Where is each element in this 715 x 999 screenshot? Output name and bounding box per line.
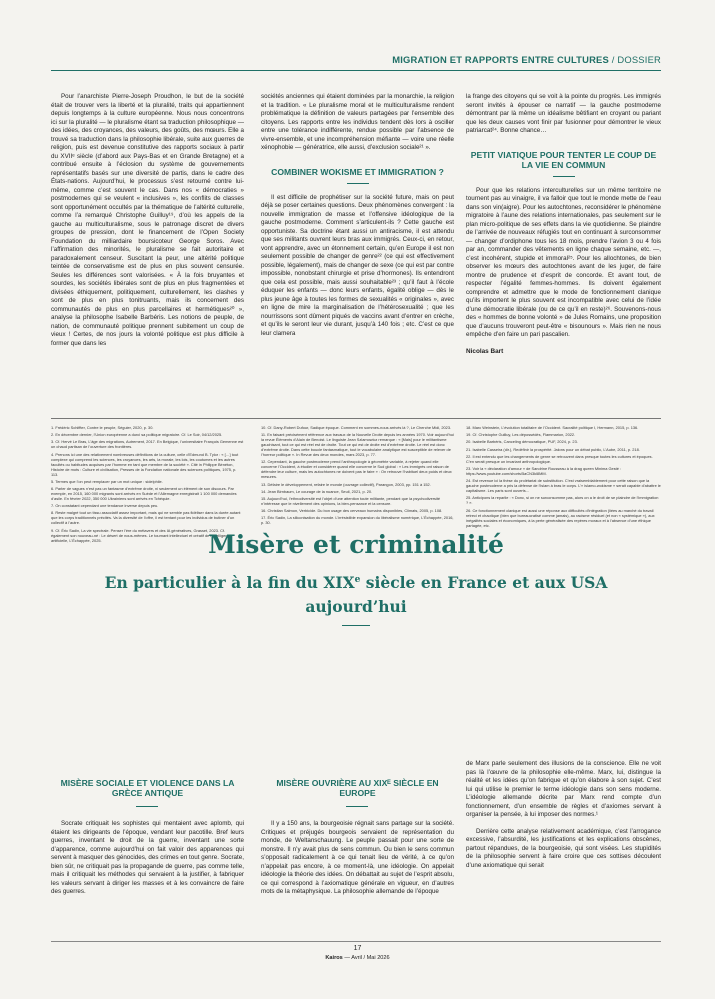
header-section: MIGRATION ET RAPPORTS ENTRE CULTURES <box>392 54 609 65</box>
footnote: 4. Prenons ici une des relativement nombreuses définitions de la culture, celle d’Edmund B. Tylor : « […] tout complexe qui comprend les sciences, les croyances, les arts, la morale, les lois, les coutumes et les autres facultés ou habitudes acquises par l’homme en tant que membre de la société ». Cité in Philippe Bénéton, Histoire de mots : Culture et civilisation, Presses de la Fondation nationale des sciences politiques, 1975, p. 113. <box>51 451 239 477</box>
footnote: 25. Anticipons la reparlie : « Donc, si on ne surconsomme pas, alors on a le droit de se plaindre de l’immigration ? ». <box>466 495 659 506</box>
article1-column-2 <box>261 93 454 338</box>
article2-subtitle <box>100 568 612 619</box>
footnote: 5. Termes que l’on peut remplacer par un mot unique : sidelphile. <box>51 478 163 484</box>
footnote: 12. Cependant, la gauche postmoderne prend l’anthropologie à géométrie variable, à rejeter quand elle concerne l’Occident, à étudier et considérer quand elle concerne le Sud global : « Les immigrés ont raison de défendre leur culture, mais les autochtones ne doivent pas le faire » : On retrouve l’habituel deux poids et deux mesures. <box>261 459 452 480</box>
footnote: 24. Est revenue ici la thèse du prolétariat de substitution. C’est vraisemblablement pour cette raison que la gauche postmoderne a pris la défense de l’islam à bras le corps. L’« islamo-wokisme » serait capable d’abattre le capitalisme. Les paris sont ouverts… <box>466 478 661 494</box>
footnote: 17. Éric Sadin, La siliconisation du monde. L’irrésistible expansion du libéralisme numérique, L’Échappée, 2016, p. 30. <box>261 515 454 526</box>
footnote: 1. Frédéric Schiffter, Contre le peuple, Séguier, 2020, p. 30. <box>51 425 154 430</box>
section-divider <box>346 806 368 807</box>
section-divider <box>553 176 575 177</box>
footnote: 22. Il est entendu que les changements de genre se retrouvent dans presque toutes les cultures et époques. C’en serait presque un invariant anthropologique. <box>466 453 653 464</box>
footnote: 10. Cf. Dany-Robert Dufour, Sadique époque. Comment en sommes-nous arrivés là ?, Le Cherche Midi, 2023. <box>261 425 452 430</box>
footnote: 26. Ce fonctionnement clanique est aussi une réponse aux difficultés d’intégration (liées au marché du travail retreci et chaotique (bien que bureaucratisé comme jamais), au racisme résiduel (et non « systémique »), aux inégalités sociales et économiques, à la perte généralisée des repères moraux et à l’absence d’une éthique partagée, etc. <box>466 507 655 528</box>
article1-paragraph: Pour que les relations interculturelles sur un même territoire ne tournent pas au vinaigre, il va falloir que tout le monde mette de l’eau dans son vin(aigre). Pour les autochtones, reconsidérer le phénomène migratoire à l’aune des relations internationales, pas seulement sur le plan micro-politique de ses effets dans la vie quotidienne. Se plaindre de l’arrivée de nouveaux réfugiés tout en continuant à surconsommer — changer d’ordiphone tous les 18 mois, prendre l’avion 3 ou 4 fois par an, commander des vêtements en ligne chaque semaine, etc. —, c’est incohérent, stupide et immoral²⁵. Pour les allochtones, de bien observer les mœurs des autochtones avant de les juger, de faire montre de prudence et d’esprit de concorde. Et avant tout, de respecter l’égalité femmes-hommes. Ils doivent également comprendre et admettre que le mode de fonctionnement clanique qu’ils importent le plus souvent est incompatible avec celui de l’idée d’une démocratie libérale (ou de ce qu’il en reste)²⁶. Souvenons-nous des « hommes de bonne volonté » de Jules Romains, une proposition que d’aucuns trouveront peut-être « bisounours ». Mais rien ne nous empêche d’en faire un pari pascalien. <box>466 186 661 338</box>
footnote: 16. Christian Salmon, Verbicide. Du bon usage des cerveaux humains disponibles, Climats, 2005, p. 108. <box>261 508 443 514</box>
article2-title: Misère et criminalité <box>208 530 504 559</box>
footnote: 21. Isabelle Casseira (dir.), Redéfinir la prospérité. Jalons pour un débat public, L’Aube, 2011, p. 218. <box>466 446 640 452</box>
article1-paragraph: sociétés anciennes qui étaient dominées par la monarchie, la religion et la tradition. « Le pluralisme moral et le multiculturalisme rendent problématique la définition de valeurs partagées par l’ensemble des citoyens. Les rapports entre les individus tendent dès lors à osciller entre une tolérance indifférente, rendue possible par l’absence de vivre-ensemble, et une incompréhension méfiante — voire une réelle xénophobie — génératrice, elle aussi, d’exclusion sociale²¹ ». <box>261 93 454 151</box>
page-number: 17 <box>353 945 362 952</box>
subtitle-part: En particulier à la fin du XIX <box>104 573 355 593</box>
footnote: 11. En faisant précisément référence aux travaux de la Nouvelle Droite depuis les années 1970. Voir aujourd’hui la revue Éléments d’Alain de Benoist. Le linguiste Jean Szlamowicz remarque : « [Mais] pour le militantisme gauchisant, tout ce qui est réel est de droite. Tout ce qui est de droite est d’extrême droite. Le réel est donc d’extrême droite. Dans cette boucle fantasmatique, tout le vocabulaire analytique est susceptible de relever de l’horreur politique ». In Revue des deux mondes, mars 2023, p. 77. <box>261 432 454 458</box>
header-rule <box>51 70 661 71</box>
author-signature: Nicolas Bart <box>466 347 504 355</box>
footnote: 7. On constatant cependant une tendance inverse depuis peu. <box>51 503 159 509</box>
section-title-viatique: PETIT VIATIQUE POUR TENTER LE COUP DE LA VIE EN COMMUN <box>470 149 657 170</box>
footnotes-rule <box>51 418 661 419</box>
section-title-grece: MISÈRE SOCIALE ET VIOLENCE DANS LA GRÈCE ANTIQUE <box>60 778 235 798</box>
article1-column-3 <box>466 93 661 356</box>
footnotes-column-1 <box>51 425 244 545</box>
article1-column-1 <box>51 93 244 348</box>
section-title-wokisme: COMBINER WOKISME ET IMMIGRATION ? <box>271 166 444 177</box>
header-separator: / <box>611 54 615 65</box>
footnote: 6. Parler de vagues n’est pas un fantasme d’extrême droite, ni seulement un élément de son discours. Par exemple, en 2015, 160 000 migrants sont arrivés en Suède et l’Allemagne enregistrait 1 100 000 demandes d’asile. En février 2022, 350 000 Ukrainiens sont arrivés en Tchéquie. <box>51 485 237 501</box>
footnote: 20. Isabelle Barbéris, Canceling démocratique, PUF, 2024, p. 23. <box>466 439 578 445</box>
footnote: 15. Aujourd’hui, l’ethnodiversité est l’objet d’une attention toute militante, pendant que la psychodiversité n’intéresse que le nivellement des opinions, la bien-pensance et la censure. <box>261 495 441 506</box>
footnote: 14. Jean Birnbaum, Le courage de la nuance, Seuil, 2021, p. 20. <box>261 488 373 494</box>
footer-rule <box>51 941 661 942</box>
footnote: 13. Défaire le développement, refaire le monde (ouvrage collectif), Parangon, 2003, pp. 151 à 152. <box>261 481 431 487</box>
subtitle-superscript: e <box>354 575 361 585</box>
section-title-misere-ouvriere: MISÈRE OUVRIÈRE AU XIXᴱ SIÈCLE EN EUROPE <box>276 778 439 798</box>
title-divider <box>342 625 370 626</box>
footnote: 3. Cf. Hervé Le Bras, L’âge des migrations, Autrement, 2017. En Belgique, l’universitaire François Gemenne est un chaud partisan de l’ouverture des frontières. <box>51 439 244 450</box>
header-kind: DOSSIER <box>617 54 661 65</box>
article2-paragraph: de Marx parle seulement des illusions de la conscience. Elle ne voit pas là l’œuvre de la philosophie elle-même. Marx, lui, distingue la réalité et les idées qu’on fabrique et qu’on élabore à son sujet. C’est lui qui utilise le premier le terme idéologie dans son sens moderne. L’idéologie allemande décrite par Marx rend compte d’un fonctionnement, d’un ensemble de règles et d’axiomes servant à organiser la pensée, à lui imposer des normes.¹ <box>466 760 661 818</box>
article1-paragraph: Pour l’anarchiste Pierre-Joseph Proudhon, le but de la société était de trouver vers la liberté et la pluralité, traits qui appartiennent depuis longtemps à la culture européenne. Nous nous concentrons ici sur la pluralité — le pluralisme étant sa traduction philosophique — des idées, des croyances, des valeurs, des goûts, des mœurs. Elle a trouvé sa traduction dans la philosophie libérale, suite aux guerres de religion, puis est devenue constitutive des rapports sociaux à partir du XVIIᵉ siècle (d’abord aux Pays-Bas et en Grande Bretagne) et a contribué ensuite à l’éclosion du système de gouvernements représentatifs basés sur une diversité de partis, dans le cadre des États-nations. Aujourd’hui, le processus s’est retourné contre lui-même, comme c’est souvent le cas. Dans nos « démocraties » postmodernes qui se veulent « inclusives », les conflits de classes sont opportunément occultés par la thématique de l’altérité culturelle, comme l’a remarqué Christophe Guilluy¹⁹, d’où les appels de la gauche au multiculturalisme, sous le patronage discret de divers groupes de pression, dont le financement de l’Open Society Foundation du milliardaire boursicoteur George Soros. Avec l’affirmation des minorités, le pluralisme se fait autoritaire et paradoxalement censeur. Suscitant la peur, une altérité politique teintée de conservatisme est de plus en plus souvent censurée. Seules les différences sont valorisées. « À la fois bruyantes et sourdes, les sociétés libérales sont de plus en plus fragmentées et divisées éthiquement, politiquement, culturellement, les clashes y sont de plus en plus tonitruants, mais ils concernent des communautés de plus en plus parcellaires et hermétiques²⁰ », analyse la philosophe Isabelle Barbéris. Les notions de peuple, de nation, de communauté politique prennent subitement un coup de vieux ! Certes, de nos jours la volonté politique est plus difficile à former que dans les <box>51 93 244 347</box>
page-source: Kairos — Avril / Mai 2026 <box>325 955 390 961</box>
footnotes-column-2 <box>261 425 454 528</box>
footnote: 19. Cf. Christophe Guilluy, Les dépossédés, Flammarion, 2022. <box>466 432 576 438</box>
footnote: 9. Cf. Éric Sadin, La vie spectrale. Penser l’ère du métavers et des IA génératives, Grasset, 2023. Cf. également son nouveau-né : Le désert de nous-mêmes. Le tournant intellectuel et créatif de l’intelligence artificielle, L’Échappée, 2025. <box>51 527 232 543</box>
footnote: 18. Marc Weinstein, L’évolution totalitaire de l’Occident. Sacralité politique I, Hermann, 2015, p. 136. <box>466 425 639 430</box>
article1-paragraph: Il est difficile de prophétiser sur la société future, mais on peut déjà se poser certaines questions. Deux phénomènes convergent : la nouvelle immigration de masse et l’offensive idéologique de la gauche postmoderne. Comment s’articulent-ils ? Cette gauche est opportuniste. Sa doctrine étant aussi un antiracisme, il est attendu que ses militants ouvrent leurs bras aux immigrés. Ceux-ci, en retour, vont apprendre, avec un étonnement certain, qu’en Europe il est non seulement possible de changer de genre²² (ce qui est effectivement possible, légalement), mais de changer de sexe (ce qui est par contre impossible, nonobstant chirurgie et prise d’hormones). Ils entendront que cela est possible, mais aussi souhaitable²³ ; qu’il faut à l’école éduquer les enfants — donc leurs enfants, égalité oblige — dès le plus jeune âge à toutes les formes de sexualités « originales », avec en ligne de mire la marginalisation de l’hétérosexualité ; que les nourrissons sont dûment piqués de vaccins avant d’entrer en crèche, et qu’ils le seront leur vie durant, jusqu’à 140 fois ; etc. C’est ce que leur clamera <box>261 193 454 337</box>
article1-paragraph: la frange des citoyens qui se voit à la pointe du progrès. Les immigrés seront invités à épouser ce narratif — la gauche postmoderne démontrant par là même un idéalisme bêtifiant en croyant ou pariant que les deux causes vont finir par fusionner pour démontrer le vieux patriarcat²⁴. Bonne chance… <box>466 93 661 134</box>
footnote: 23. Voir la « déclaration d’amour » de Sandrine Rousseau à la drag queen Minima Gesté : https://www.youtube.com/shorts/5aCN3kl8MM. <box>466 465 622 476</box>
article2-paragraph: Il y a 150 ans, la bourgeoisie régnait sans partage sur la société. Critiques et préjugés bourgeois servaient de représentation du monde, de Weltanschauung. Le peuple passait pour une sorte de monstre. Il n’y avait plus de sens commun. Ou bien le sens commun s’opposait radicalement à ce qui tenait lieu de vérité, à ce qu’on n’appelait pas encore, à ce moment-là, une idéologie. On appelait idéologie la théorie des idées. On débattait au sujet de l’esprit absolu, ce qui correspond à l’axiomatique générale en vigueur, en d’autres mots de la métaphysique. La philosophie allemande de l’époque <box>261 820 454 895</box>
footnote: 8. Reste malgré tout un tissu associatif assez important, mais qui ne semble pas fidéliser dans la durée autant que les corps traditionnels précités. Va la diversité de l’offre, il est tentant pour les individus de butiner d’un collectif à l’autre. <box>51 510 241 526</box>
article2-column-1 <box>51 820 244 897</box>
section-divider <box>136 806 158 807</box>
footnotes-column-3 <box>466 425 661 530</box>
running-header <box>51 54 661 70</box>
source-name: Kairos <box>325 955 343 961</box>
article2-column-3 <box>466 760 661 870</box>
footnote: 2. En décembre dernier, l’Union européenne a durci sa politique migratoire. Cf. Le Soir, 04/12/2025. <box>51 432 223 438</box>
article2-paragraph: Derrière cette analyse relativement académique, c’est l’arrogance excessive, l’absurdité, les justifications et les explications obscènes, partout répandues, de la bourgeoisie, qui sont visées. Les stupidités de la philosophie servent à faire croire que ces sottises découlent d’une axiomatique qui serait <box>466 827 661 869</box>
article2-paragraph: Socrate critiquait les sophistes qui mentaient avec aplomb, qui étaient les dirigeants de l’époque, vendant leur pacotille. Bref leurs guerres, inventant le droit de la guerre, inventant une sorte d’apparence, comme aujourd’hui on fait valoir des apparences qui servent à masquer des génocides, des crimes en tout genre. Socrate, bien sûr, ne critiquait pas la propagande de guerre, pas comme telle, mais il critiquait les méthodes qui servaient à la justifier, à fabriquer les valeurs servant à diriger les masses et à les convaincre de faire des guerres. <box>51 820 244 895</box>
article2-column-2 <box>261 820 454 897</box>
section-divider <box>347 183 369 184</box>
subtitle-part: siècle en France et aux USA aujourd’hui <box>305 573 608 617</box>
source-date: Avril / Mai 2026 <box>351 955 390 961</box>
